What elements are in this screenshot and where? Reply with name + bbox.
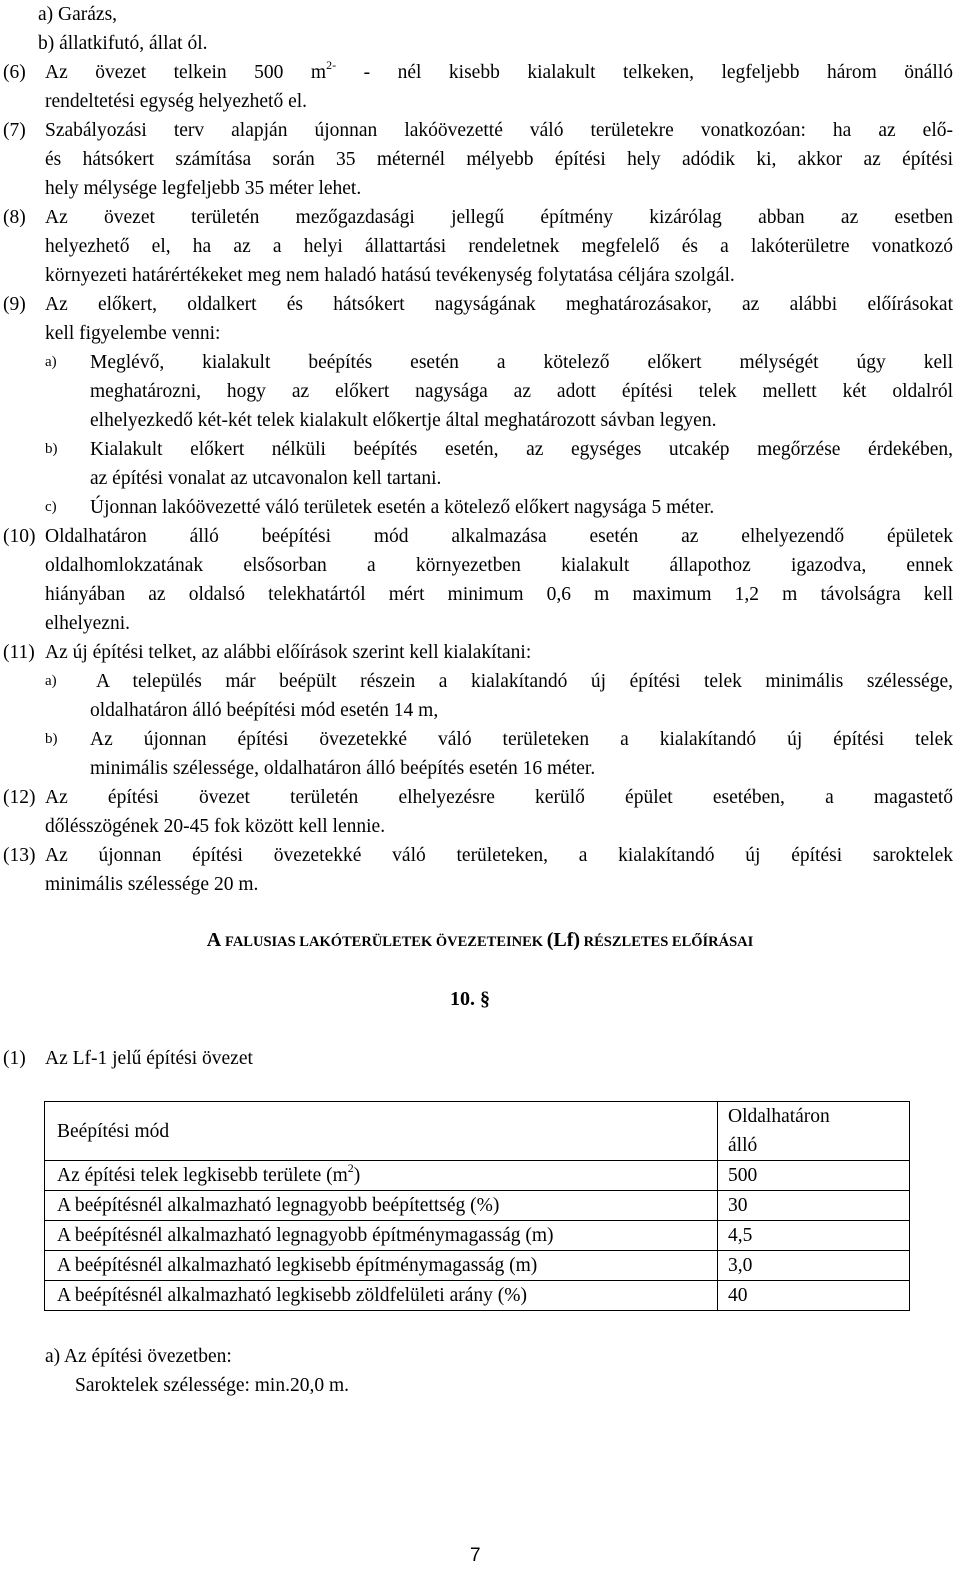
section-number: 10. § — [450, 988, 490, 1010]
table-header-cell — [718, 1102, 910, 1161]
sub-item-label: b) — [45, 731, 58, 747]
list-item-a: a) Garázs, — [38, 4, 118, 25]
footnote-line: Saroktelek szélessége: min.20,0 m. — [75, 1375, 350, 1396]
table-header-row — [45, 1102, 910, 1161]
table-row — [45, 1191, 910, 1221]
paragraph-number: (10) — [3, 526, 36, 547]
paragraph-number: (7) — [3, 120, 26, 141]
paragraph-7-line: hely mélysége legfeljebb 35 méter lehet. — [45, 178, 362, 199]
paragraph-13-line: minimális szélessége 20 m. — [45, 874, 259, 895]
table-header-cell: Beépítési mód — [45, 1102, 718, 1161]
paragraph-8-line: környezeti határértékeket meg nem haladó hatású tevékenység folytatása céljára szolgál. — [45, 265, 735, 286]
paragraph-10-line: elhelyezni. — [45, 613, 130, 634]
superscript: 2 — [347, 1161, 354, 1175]
table-cell: 30 — [718, 1191, 910, 1221]
sub-item-label: a) — [45, 673, 57, 689]
paragraph-11-line: Az új építési telket, az alábbi előírások szerint kell kialakítani: — [45, 642, 532, 663]
paragraph-8-line: Az övezet területén mezőgazdasági jellegű építmény kizárólag abban az esetben — [45, 207, 953, 228]
paragraph-7-line: Szabályozási terv alapján újonnan lakóövezetté váló területekre vonatkozóan: ha az elő- — [45, 120, 953, 141]
sub-item-label: b) — [45, 441, 58, 457]
paragraph-number: (9) — [3, 294, 26, 315]
zone-title: Az Lf-1 jelű építési övezet — [45, 1048, 253, 1069]
page-number: 7 — [470, 1545, 481, 1566]
table-cell: A beépítésnél alkalmazható legnagyobb beépítettség (%) — [45, 1191, 718, 1221]
paragraph-9c-line: Újonnan lakóövezetté váló területek esetén a kötelező előkert nagysága 5 méter. — [90, 497, 715, 518]
header-value-line: Oldalhatáron — [728, 1106, 830, 1127]
paragraph-number: (13) — [3, 845, 36, 866]
heading-text: FALUSIAS LAKÓTERÜLETEK ÖVEZETEINEK — [225, 934, 547, 950]
paragraph-6-line: rendeltetési egység helyezhető el. — [45, 91, 308, 112]
table-cell: 40 — [718, 1281, 910, 1311]
zoning-table — [44, 1101, 910, 1311]
text-span: Az övezet telkein 500 m — [45, 62, 327, 83]
paragraph-9a-line: meghatározni, hogy az előkert nagysága az adott építési telek mellett két oldalról — [90, 381, 953, 402]
table-row — [45, 1221, 910, 1251]
paragraph-11b-line: minimális szélessége, oldalhatáron álló beépítés esetén 16 méter. — [90, 758, 596, 779]
paragraph-number: (8) — [3, 207, 26, 228]
paragraph-12-line: dőlésszögének 20-45 fok között kell lennie. — [45, 816, 386, 837]
paragraph-number: (12) — [3, 787, 36, 808]
heading-text: RÉSZLETES ELŐÍRÁSAI — [580, 934, 754, 950]
table-cell: 3,0 — [718, 1251, 910, 1281]
list-item-b: b) állatkifutó, állat ól. — [38, 33, 208, 54]
table-cell — [45, 1161, 718, 1191]
heading-text: (Lf) — [546, 929, 581, 951]
paragraph-10-line: hiányában az oldalsó telekhatártól mért minimum 0,6 m maximum 1,2 m távolságra kell — [45, 584, 953, 605]
paragraph-9a-line: elhelyezkedő két-két telek kialakult előkertje által meghatározott sávban legyen. — [90, 410, 717, 431]
text-span: Az építési telek legkisebb területe (m — [57, 1165, 348, 1186]
table-row — [45, 1251, 910, 1281]
paragraph-9-line: Az előkert, oldalkert és hátsókert nagyságának meghatározásakor, az alábbi előírásokat — [45, 294, 953, 315]
paragraph-9a-line: Meglévő, kialakult beépítés esetén a kötelező előkert mélységét úgy kell — [90, 352, 953, 373]
paragraph-number: (1) — [3, 1048, 26, 1069]
table-cell: 4,5 — [718, 1221, 910, 1251]
table-row — [45, 1161, 910, 1191]
paragraph-9b-line: az építési vonalat az utcavonalon kell tartani. — [90, 468, 442, 489]
paragraph-13-line: Az újonnan építési övezetekké váló területeken, a kialakítandó új építési saroktelek — [45, 845, 953, 866]
paragraph-number: (11) — [3, 642, 35, 663]
superscript: 2- — [326, 58, 337, 72]
paragraph-11b-line: Az újonnan építési övezetekké váló területeken a kialakítandó új építési telek — [90, 729, 953, 750]
heading-text: A — [206, 929, 226, 951]
paragraph-9b-line: Kialakult előkert nélküli beépítés esetén, az egységes utcakép megőrzése érdekében, — [90, 439, 953, 460]
table-cell: 500 — [718, 1161, 910, 1191]
paragraph-11a-line: oldalhatáron álló beépítési mód esetén 14 m, — [90, 700, 439, 721]
paragraph-7-line: és hátsókert számítása során 35 méternél mélyebb építési hely adódik ki, akkor az építési — [45, 149, 953, 170]
paragraph-number: (6) — [3, 62, 26, 83]
paragraph-8-line: helyezhető el, ha az a helyi állattartási rendeletnek megfelelő és a lakóterületre vonatkozó — [45, 236, 953, 257]
sub-item-label: c) — [45, 499, 57, 515]
paragraph-9-line: kell figyelembe venni: — [45, 323, 221, 344]
footnote-line: a) Az építési övezetben: — [45, 1346, 232, 1367]
paragraph-6-line — [45, 58, 953, 87]
header-value-line: álló — [728, 1135, 758, 1156]
paragraph-10-line: oldalhomlokzatának elsősorban a környezetben kialakult állapothoz igazodva, ennek — [45, 555, 953, 576]
table-cell: A beépítésnél alkalmazható legkisebb építménymagasság (m) — [45, 1251, 718, 1281]
text-span: ) — [353, 1165, 361, 1186]
text-span: - nél kisebb kialakult telkeken, legfeljebb három önálló — [336, 62, 954, 83]
paragraph-11a-line: A település már beépült részein a kialakítandó új építési telek minimális szélessége, — [96, 671, 953, 692]
paragraph-10-line: Oldalhatáron álló beépítési mód alkalmazása esetén az elhelyezendő épületek — [45, 526, 953, 547]
chapter-heading — [0, 926, 960, 957]
sub-item-label: a) — [45, 354, 57, 370]
table-row — [45, 1281, 910, 1311]
table-cell: A beépítésnél alkalmazható legnagyobb építménymagasság (m) — [45, 1221, 718, 1251]
paragraph-12-line: Az építési övezet területén elhelyezésre kerülő épület esetében, a magastető — [45, 787, 953, 808]
table-cell: A beépítésnél alkalmazható legkisebb zöldfelületi arány (%) — [45, 1281, 718, 1311]
